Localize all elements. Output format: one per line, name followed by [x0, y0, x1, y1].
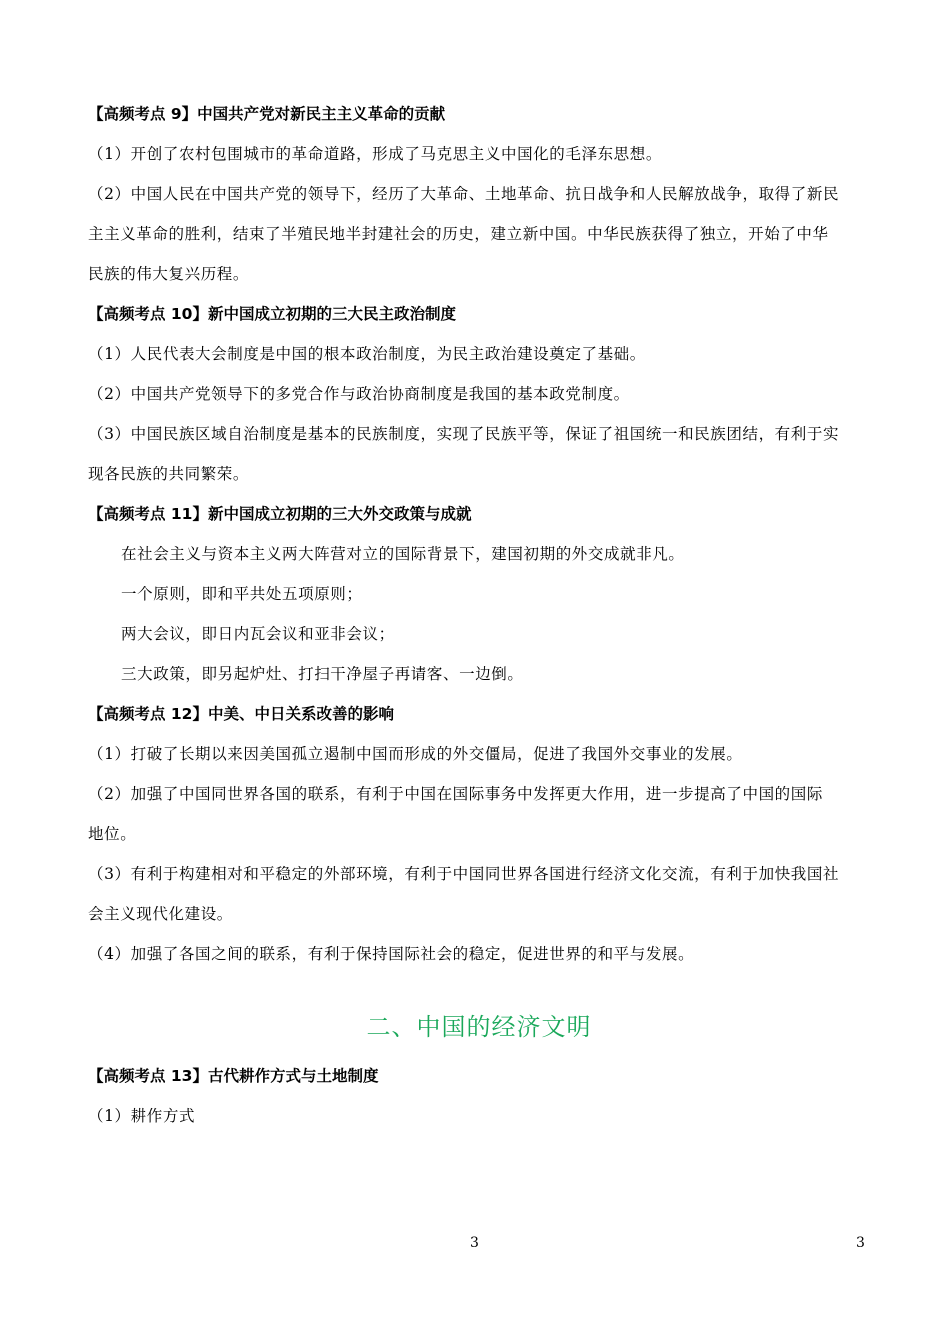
paragraph-line: （2）中国人民在中国共产党的领导下，经历了大革命、土地革命、抗日战争和人民解放战争，取得了新民: [88, 185, 840, 203]
paragraph-line: （1）耕作方式: [88, 1107, 196, 1125]
heading-point-13: 【高频考点 13】古代耕作方式与土地制度: [88, 1067, 379, 1085]
paragraph-line: （2）中国共产党领导下的多党合作与政治协商制度是我国的基本政党制度。: [88, 385, 630, 403]
heading-point-11: 【高频考点 11】新中国成立初期的三大外交政策与成就: [88, 505, 472, 523]
paragraph-line: （2）加强了中国同世界各国的联系，有利于中国在国际事务中发挥更大作用，进一步提高了中国的国际: [88, 785, 823, 803]
paragraph-line: 地位。: [88, 825, 137, 843]
paragraph-line: （4）加强了各国之间的联系，有利于保持国际社会的稳定，促进世界的和平与发展。: [88, 945, 695, 963]
page-number-center: 3: [470, 1235, 479, 1251]
paragraph-line: 在社会主义与资本主义两大阵营对立的国际背景下，建国初期的外交成就非凡。: [121, 545, 685, 563]
paragraph-line: （3）有利于构建相对和平稳定的外部环境，有利于中国同世界各国进行经济文化交流，有利于加快我国社: [88, 865, 840, 883]
section-title: 二、中国的经济文明: [366, 1013, 592, 1041]
paragraph-line: 主主义革命的胜利，结束了半殖民地半封建社会的历史，建立新中国。中华民族获得了独立，开始了中华: [88, 225, 829, 243]
heading-point-10: 【高频考点 10】新中国成立初期的三大民主政治制度: [88, 305, 456, 323]
paragraph-line: （3）中国民族区域自治制度是基本的民族制度，实现了民族平等，保证了祖国统一和民族团结，有利于实: [88, 425, 840, 443]
paragraph-line: 三大政策，即另起炉灶、打扫干净屋子再请客、一边倒。: [121, 665, 524, 683]
page-number-right: 3: [856, 1235, 865, 1251]
paragraph-line: 民族的伟大复兴历程。: [88, 265, 250, 283]
paragraph-line: 会主义现代化建设。: [88, 905, 233, 923]
paragraph-line: （1）开创了农村包围城市的革命道路，形成了马克思主义中国化的毛泽东思想。: [88, 145, 662, 163]
paragraph-line: 两大会议，即日内瓦会议和亚非会议；: [121, 625, 395, 643]
paragraph-line: 一个原则，即和平共处五项原则；: [121, 585, 363, 603]
paragraph-line: （1）打破了长期以来因美国孤立遏制中国而形成的外交僵局，促进了我国外交事业的发展。: [88, 745, 743, 763]
paragraph-line: （1）人民代表大会制度是中国的根本政治制度，为民主政治建设奠定了基础。: [88, 345, 646, 363]
document-body: [88, 104, 870, 1126]
heading-point-9: 【高频考点 9】中国共产党对新民主主义革命的贡献: [88, 105, 446, 123]
heading-point-12: 【高频考点 12】中美、中日关系改善的影响: [88, 705, 394, 723]
paragraph-line: 现各民族的共同繁荣。: [88, 465, 250, 483]
